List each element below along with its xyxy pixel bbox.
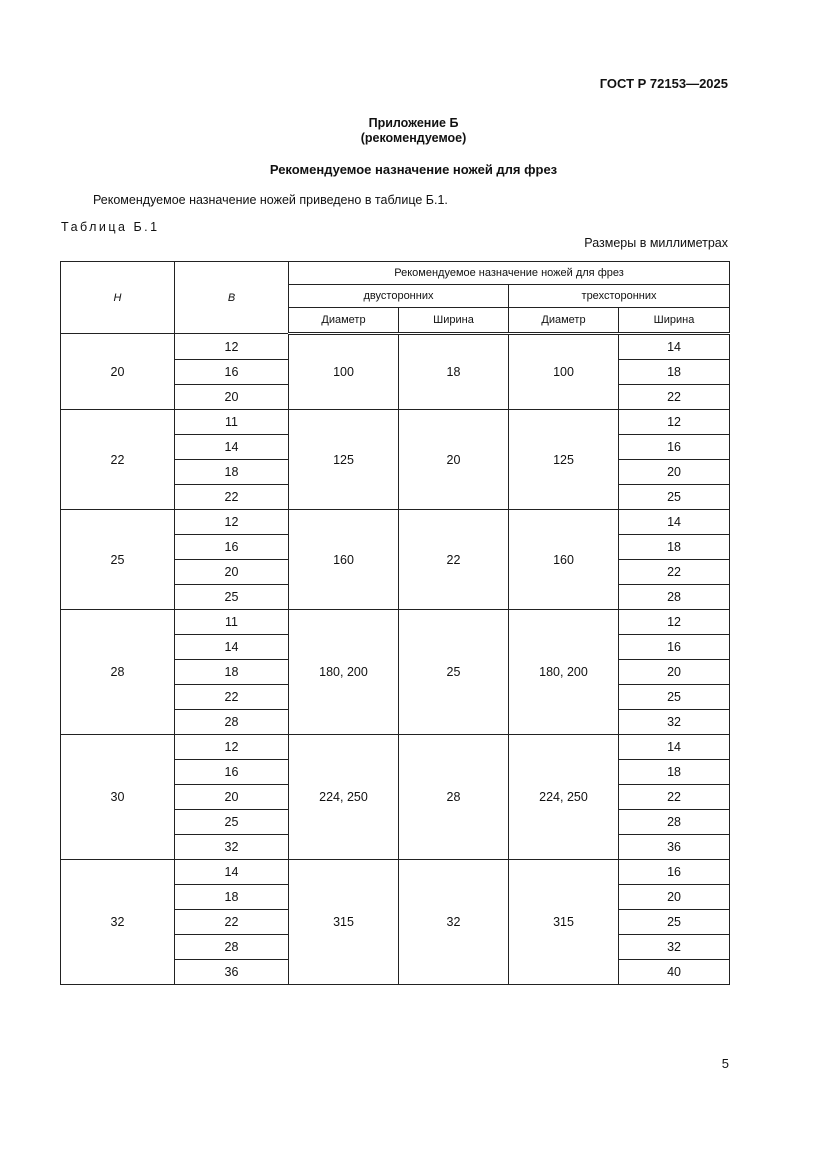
cell-ds-diameter: 100 [289, 334, 399, 410]
cell-ts-width: 14 [619, 735, 730, 760]
cell-ts-width: 14 [619, 334, 730, 360]
cell-ts-diameter: 224, 250 [509, 735, 619, 860]
knife-spec-table [60, 261, 730, 985]
cell-ts-width: 32 [619, 935, 730, 960]
cell-ds-diameter: 315 [289, 860, 399, 985]
cell-ds-width: 18 [399, 334, 509, 410]
cell-b: 18 [175, 460, 289, 485]
cell-ds-width: 20 [399, 410, 509, 510]
header-b: B [175, 262, 289, 334]
cell-h: 25 [61, 510, 175, 610]
cell-ds-diameter: 125 [289, 410, 399, 510]
header-ds-diameter: Диаметр [289, 308, 399, 334]
cell-h: 30 [61, 735, 175, 860]
cell-ts-diameter: 125 [509, 410, 619, 510]
cell-ts-width: 28 [619, 585, 730, 610]
header-triple-sided: трехсторонних [509, 285, 730, 308]
table-caption: Таблица Б.1 [61, 220, 160, 234]
cell-b: 20 [175, 385, 289, 410]
cell-b: 22 [175, 910, 289, 935]
cell-ts-diameter: 315 [509, 860, 619, 985]
header-double-sided: двусторонних [289, 285, 509, 308]
cell-b: 20 [175, 785, 289, 810]
cell-ds-width: 22 [399, 510, 509, 610]
header-ts-width: Ширина [619, 308, 730, 334]
cell-h: 22 [61, 410, 175, 510]
cell-ds-width: 25 [399, 610, 509, 735]
cell-ts-width: 32 [619, 710, 730, 735]
cell-h: 20 [61, 334, 175, 410]
cell-b: 25 [175, 810, 289, 835]
header-row [61, 262, 730, 285]
cell-ts-width: 22 [619, 385, 730, 410]
table-header [61, 262, 730, 334]
cell-b: 14 [175, 860, 289, 885]
cell-b: 14 [175, 435, 289, 460]
cell-h: 28 [61, 610, 175, 735]
cell-b: 18 [175, 660, 289, 685]
cell-ts-width: 36 [619, 835, 730, 860]
cell-b: 16 [175, 535, 289, 560]
cell-ds-width: 28 [399, 735, 509, 860]
cell-ts-width: 28 [619, 810, 730, 835]
cell-b: 28 [175, 710, 289, 735]
cell-ts-width: 20 [619, 660, 730, 685]
cell-ds-diameter: 160 [289, 510, 399, 610]
section-title: Рекомендуемое назначение ножей для фрез [269, 162, 558, 177]
cell-ds-width: 32 [399, 860, 509, 985]
table-row [61, 510, 730, 535]
page-number: 5 [721, 1056, 729, 1071]
cell-ts-diameter: 100 [509, 334, 619, 410]
intro-paragraph: Рекомендуемое назначение ножей приведено в таблице Б.1. [93, 193, 448, 207]
table-row [61, 410, 730, 435]
cell-b: 16 [175, 760, 289, 785]
table-units-note: Размеры в миллиметрах [584, 236, 728, 250]
cell-ts-width: 12 [619, 610, 730, 635]
cell-b: 12 [175, 510, 289, 535]
cell-b: 11 [175, 410, 289, 435]
table-body [61, 334, 730, 985]
cell-ts-width: 16 [619, 860, 730, 885]
cell-ds-diameter: 180, 200 [289, 610, 399, 735]
cell-b: 28 [175, 935, 289, 960]
cell-ts-width: 22 [619, 785, 730, 810]
cell-ts-width: 20 [619, 460, 730, 485]
cell-b: 11 [175, 610, 289, 635]
cell-b: 20 [175, 560, 289, 585]
cell-b: 32 [175, 835, 289, 860]
header-group: Рекомендуемое назначение ножей для фрез [289, 262, 730, 285]
cell-b: 18 [175, 885, 289, 910]
cell-b: 12 [175, 735, 289, 760]
cell-ts-width: 40 [619, 960, 730, 985]
cell-b: 22 [175, 685, 289, 710]
header-h: H [61, 262, 175, 334]
cell-b: 14 [175, 635, 289, 660]
cell-ts-width: 16 [619, 635, 730, 660]
cell-h: 32 [61, 860, 175, 985]
cell-ts-width: 18 [619, 760, 730, 785]
cell-ts-width: 20 [619, 885, 730, 910]
cell-ts-diameter: 180, 200 [509, 610, 619, 735]
cell-ts-width: 14 [619, 510, 730, 535]
cell-b: 22 [175, 485, 289, 510]
header-ds-width: Ширина [399, 308, 509, 334]
table-row [61, 610, 730, 635]
appendix-title: Приложение Б [368, 116, 459, 130]
cell-b: 16 [175, 360, 289, 385]
cell-ts-width: 18 [619, 535, 730, 560]
cell-ts-width: 12 [619, 410, 730, 435]
cell-b: 25 [175, 585, 289, 610]
appendix-heading [0, 116, 827, 146]
cell-ts-width: 25 [619, 685, 730, 710]
cell-ds-diameter: 224, 250 [289, 735, 399, 860]
cell-ts-width: 25 [619, 910, 730, 935]
cell-ts-width: 18 [619, 360, 730, 385]
cell-b: 36 [175, 960, 289, 985]
table-row [61, 334, 730, 360]
table-row [61, 860, 730, 885]
document-code: ГОСТ Р 72153—2025 [599, 76, 728, 91]
header-ts-diameter: Диаметр [509, 308, 619, 334]
table-row [61, 735, 730, 760]
cell-ts-width: 22 [619, 560, 730, 585]
appendix-subtitle: (рекомендуемое) [360, 131, 467, 145]
cell-b: 12 [175, 334, 289, 360]
cell-ts-diameter: 160 [509, 510, 619, 610]
cell-ts-width: 25 [619, 485, 730, 510]
cell-ts-width: 16 [619, 435, 730, 460]
